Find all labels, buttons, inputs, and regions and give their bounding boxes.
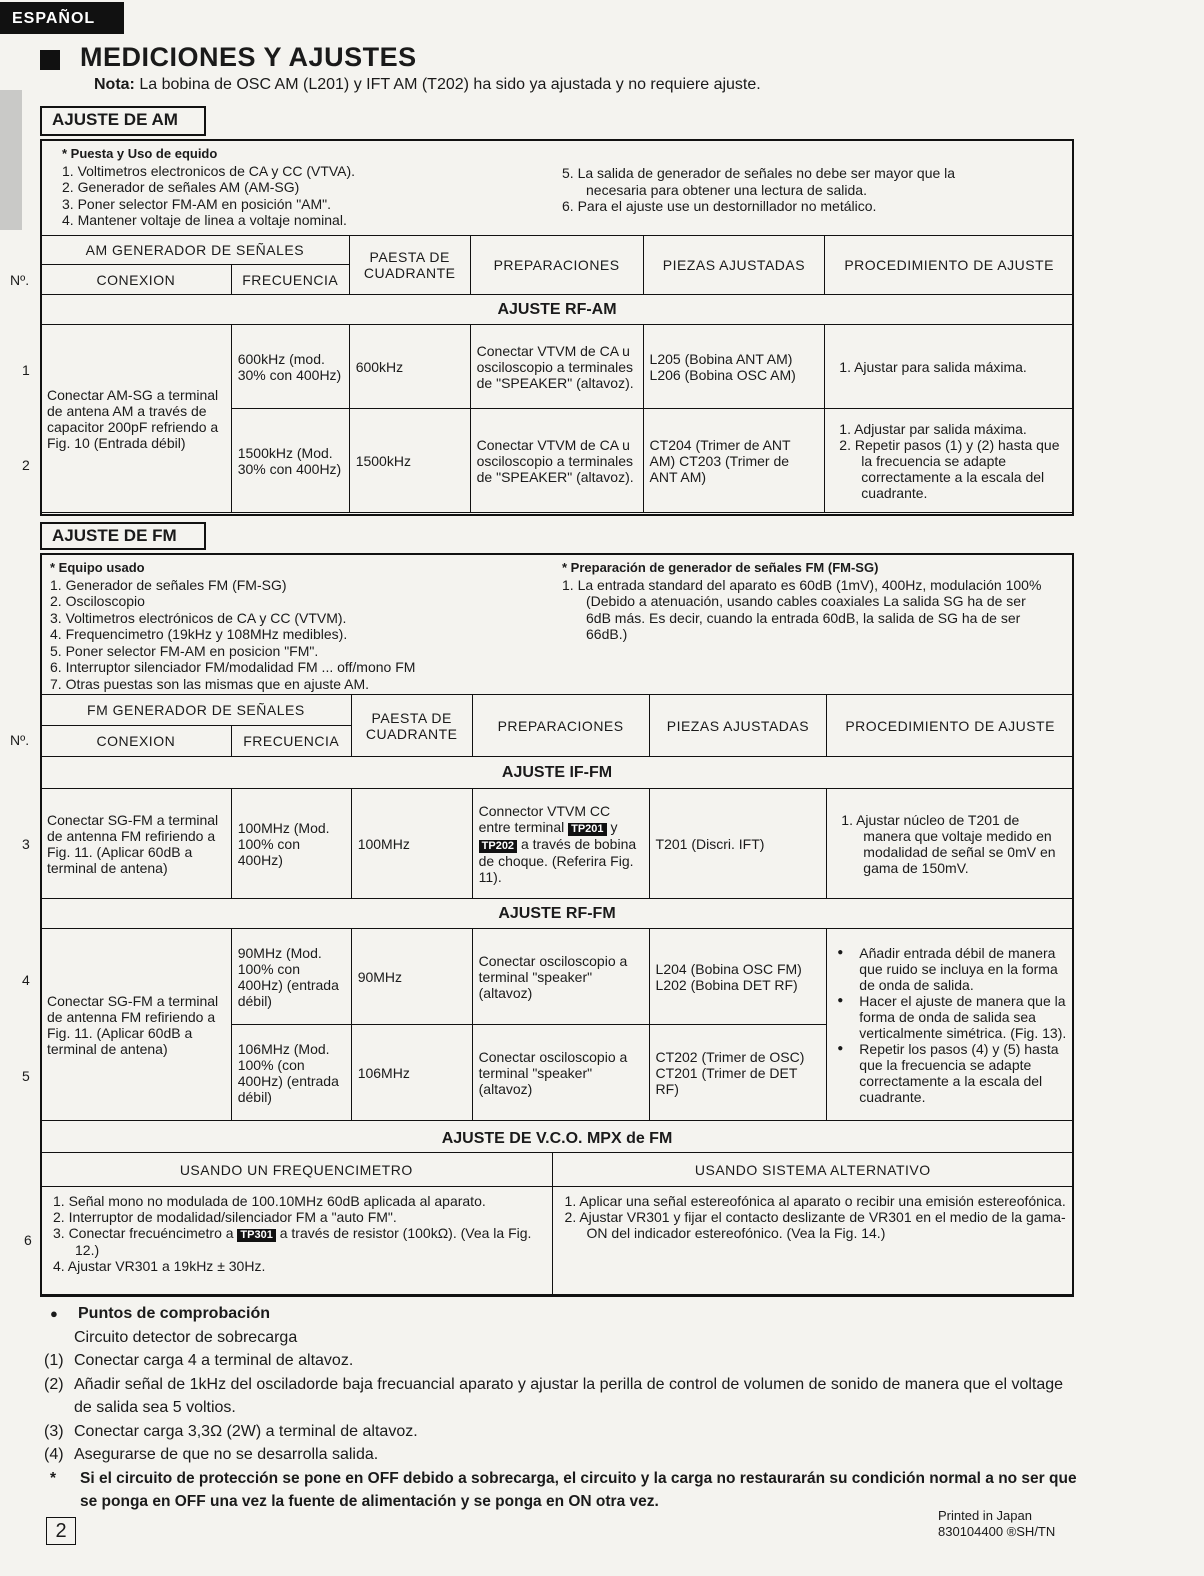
check-item-number: (1) (44, 1352, 64, 1369)
vco-left-step3-b: a través de resistor (100kΩ). (Vea la Fig. 12.) (75, 1225, 532, 1258)
fm-rf-parts-4: L204 (Bobina OSC FM) L202 (Bobina DET RF) (649, 929, 827, 1025)
vco-left-steps (41, 1187, 553, 1295)
am-equipment (62, 146, 542, 229)
am-proc-header: PROCEDIMIENTO DE AJUSTE (825, 236, 1074, 295)
am-freq-1: 600kHz (mod. 30% con 400Hz) (231, 325, 349, 409)
page-title: MEDICIONES Y AJUSTES (80, 42, 417, 72)
test-point-tp201: TP201 (568, 823, 606, 836)
fm-rf-prep-5: Conectar osciloscopio a terminal "speaker" (altavoz) (472, 1025, 649, 1121)
fm-equip-item: 5. Poner selector FM-AM en posicion "FM". (50, 642, 319, 659)
fm-prep-title: * Preparación de generador de señales FM (FM-SG) (562, 560, 879, 575)
check-item-text: Conectar carga 3,3Ω (2W) a terminal de altavoz. (74, 1422, 418, 1440)
am-parts-1: L205 (Bobina ANT AM) L206 (Bobina OSC AM) (643, 325, 825, 409)
fm-equip-title: * Equipo usado (50, 560, 145, 575)
am-parts-header: PIEZAS AJUSTADAS (643, 236, 825, 295)
fm-parts-header: PIEZAS AJUSTADAS (649, 695, 827, 757)
title-bullet (40, 50, 60, 70)
fm-gen-header: FM GENERADOR DE SEÑALES (41, 695, 352, 726)
check-item (44, 1443, 1084, 1467)
fm-row-no: 3 (22, 836, 30, 852)
fm-row-no: 4 (22, 972, 30, 988)
am-equip-item: 4. Mantener voltaje de linea a voltaje nominal. (62, 212, 347, 228)
am-prep-header: PREPARACIONES (470, 236, 643, 295)
am-equipment-right (562, 165, 1002, 215)
fm-proc-header: PROCEDIMIENTO DE AJUSTE (827, 695, 1074, 757)
am-proc-step: 1. Adjustar par salida máxima. (839, 420, 1027, 437)
fm-rf-parts-5: CT202 (Trimer de OSC) CT201 (Trimer de DET RF) (649, 1025, 827, 1121)
fm-prep-text: 1. La entrada standard del aparato es 60dB (1mV), 400Hz, modulación 100% (Debido a atenuación, usando cables coaxiales La salida SG ha de ser 6dB más. Es decir, cuando la entrada 60dB, la salida de SG ha de ser 66dB.) (562, 576, 1042, 642)
am-row-no: 2 (22, 457, 30, 473)
check-item (44, 1349, 1084, 1373)
am-equip-item: 5. La salida de generador de señales no debe ser mayor que la necesaria para obtener una lectura de salida. (562, 165, 956, 198)
fm-equip-item: 4. Frequencimetro (19kHz y 108MHz medibles). (50, 626, 348, 642)
fm-if-prep (472, 789, 649, 899)
printed-in: Printed in Japan (938, 1508, 1032, 1523)
page-number: 2 (46, 1517, 76, 1545)
check-title: Puntos de comprobación (78, 1305, 271, 1322)
fm-freq-header: FRECUENCIA (231, 726, 351, 757)
fm-rf-subtitle: AJUSTE RF-FM (41, 899, 1074, 929)
fm-if-proc-step: 1. Ajustar núcleo de T201 de manera que voltaje medido en modalidad de señal se 0mV en gama de 150mV. (841, 811, 1056, 876)
vco-row-no: 6 (24, 1232, 32, 1248)
fm-row-no: 5 (22, 1068, 30, 1084)
fm-equip-item: 1. Generador de señales FM (FM-SG) (50, 576, 287, 593)
am-proc-2 (825, 409, 1074, 513)
am-section-title: AJUSTE DE AM (40, 106, 206, 136)
vco-right-header: USANDO SISTEMA ALTERNATIVO (552, 1153, 1073, 1187)
fm-sg-prep (562, 560, 1042, 643)
fm-if-prep-b: a través de bobina de choque. (Referira Fig. 11). (478, 835, 637, 885)
vco-left-header: USANDO UN FREQUENCIMETRO (41, 1153, 553, 1187)
check-title-row (44, 1302, 1084, 1326)
am-proc-1 (825, 325, 1074, 409)
vco-left-step: 4. Ajustar VR301 a 19kHz ± 30Hz. (53, 1258, 266, 1274)
fm-rf-prep-4: Conectar osciloscopio a terminal "speaker" (altavoz) (472, 929, 649, 1025)
vco-left-step: 2. Interruptor de modalidad/silenciador FM a "auto FM". (53, 1209, 397, 1225)
check-points (44, 1302, 1084, 1514)
printed-info (938, 1508, 1055, 1540)
am-equip-item: 6. Para el ajuste use un destornillador no metálico. (562, 198, 877, 214)
check-bullet-icon: ● (50, 1306, 58, 1321)
am-dial-2: 1500kHz (349, 409, 470, 513)
fm-table (40, 694, 1074, 1121)
am-equip-title: * Puesta y Uso de equido (62, 146, 218, 161)
print-code: 830104400 ®SH/TN (938, 1524, 1056, 1539)
test-point-tp202: TP202 (479, 840, 517, 853)
am-connection: Conectar AM-SG a terminal de antena AM a través de capacitor 200pF refriendo a Fig. 10 (Entrada débil) (41, 325, 232, 513)
warning-mark: * (50, 1469, 57, 1487)
fm-if-prep-a: Connector VTVM CC entre terminal (478, 802, 611, 835)
am-dial-1: 600kHz (349, 325, 470, 409)
fm-rf-proc (827, 929, 1074, 1121)
language-tab: ESPAÑOL (0, 2, 124, 34)
am-gen-header: AM GENERADOR DE SEÑALES (41, 236, 350, 265)
am-equip-item: 2. Generador de señales AM (AM-SG) (62, 179, 300, 195)
check-item-number: (3) (44, 1422, 64, 1440)
am-proc-step: 2. Repetir pasos (1) y (2) hasta que la frecuencia se adapte correctamente a la escala del cuadrante. (839, 436, 1060, 501)
fm-if-subtitle: AJUSTE IF-FM (41, 757, 1074, 789)
fm-rf-dial-4: 90MHz (351, 929, 472, 1025)
fm-dial-header: PAESTA DE CUADRANTE (351, 695, 472, 757)
fm-rf-freq-5: 106MHz (Mod. 100% (con 400Hz) (entrada débil) (231, 1025, 351, 1121)
am-parts-2: CT204 (Trimer de ANT AM) CT203 (Trimer de ANT AM) (643, 409, 825, 513)
fm-rf-connection: Conectar SG-FM a terminal de antenna FM refiriendo a Fig. 11. (Aplicar 60dB a terminal de antena) (41, 929, 232, 1121)
note-label: Nota: (94, 76, 135, 93)
fm-equip-item: 2. Osciloscopio (50, 593, 145, 609)
check-item-text: Añadir señal de 1kHz del osciladorde baja frecuancial aparato y ajustar la perilla de control de volumen de sonido de manera que el voltage de salida sea 5 voltios. (74, 1375, 1064, 1416)
vco-table (40, 1152, 1074, 1295)
vco-right-step: 2. Ajustar VR301 y fijar el contacto deslizante de VR301 en el medio de la gama-ON del indicador estereofónico. (Vea la Fig. 14.) (564, 1209, 1066, 1241)
note (94, 76, 761, 94)
fm-no-label: Nº. (10, 732, 30, 748)
fm-rf-freq-4: 90MHz (Mod. 100% con 400Hz) (entrada débil) (231, 929, 351, 1025)
warning-text: Si el circuito de protección se pone en OFF debido a sobrecarga, el circuito y la carga no restaurarán su condición normal a no ser que se ponga en OFF una vez la fuente de alimentación y se ponga en ON otra vez. (80, 1469, 1077, 1510)
vco-right-step: 1. Aplicar una señal estereofónica al aparato o recibir una emisión estereofónica. (564, 1193, 1066, 1209)
fm-if-dial: 100MHz (351, 789, 472, 899)
fm-rf-proc-step: ● Repetir los pasos (4) y (5) hasta que la frecuencia se adapte correctamente a la escala del cuadrante. (837, 1041, 1067, 1105)
am-equip-item: 1. Voltimetros electronicos de CA y CC (VTVA). (62, 162, 356, 179)
vco-title: AJUSTE DE V.C.O. MPX de FM (441, 1130, 673, 1147)
fm-rf-proc-step: ● Añadir entrada débil de manera que ruido se incluya en la forma de onda de salida. (837, 945, 1067, 993)
check-item-number: (4) (44, 1446, 64, 1463)
fm-conn-header: CONEXION (41, 726, 232, 757)
vco-left-step (53, 1225, 546, 1258)
am-freq-header: FRECUENCIA (231, 265, 349, 295)
am-table (40, 235, 1074, 513)
fm-equip-item: 3. Voltimetros electrónicos de CA y CC (VTVM). (50, 609, 347, 626)
fm-prep-header: PREPARACIONES (472, 695, 649, 757)
test-point-tp301: TP301 (237, 1229, 275, 1242)
am-rf-subtitle: AJUSTE RF-AM (41, 295, 1074, 325)
fm-equip-item: 7. Otras puestas son las mismas que en ajuste AM. (50, 675, 370, 692)
fm-if-connection: Conectar SG-FM a terminal de antenna FM refiriendo a Fig. 11. (Aplicar 60dB a terminal de antena) (41, 789, 232, 899)
am-row-no: 1 (22, 362, 30, 378)
check-item (44, 1420, 1084, 1444)
fm-if-prep-y: y (610, 818, 618, 835)
am-no-label: Nº. (10, 272, 30, 288)
check-item (44, 1373, 1084, 1420)
check-item-text: Conectar carga 4 a terminal de altavoz. (74, 1352, 354, 1369)
check-item-text: Asegurarse de que no se desarrolla salida. (74, 1446, 379, 1463)
protection-warning (44, 1467, 1084, 1514)
vco-right-steps (552, 1187, 1073, 1295)
am-proc-step: 1. Ajustar para salida máxima. (839, 358, 1027, 375)
fm-if-parts: T201 (Discri. IFT) (649, 789, 827, 899)
fm-equip-item: 6. Interruptor silenciador FM/modalidad FM ... off/mono FM (50, 659, 416, 675)
fm-section-title: AJUSTE DE FM (40, 522, 206, 550)
am-prep-2: Conectar VTVM de CA u osciloscopio a terminales de "SPEAKER" (altavoz). (470, 409, 643, 513)
check-subtitle: Circuito detector de sobrecarga (74, 1328, 298, 1346)
vco-left-step: 1. Señal mono no modulada de 100.10MHz 60dB aplicada al aparato. (53, 1193, 486, 1209)
check-item-number: (2) (44, 1375, 64, 1393)
vco-left-step3-a: 3. Conectar frecuéncimetro a (53, 1225, 234, 1241)
am-freq-2: 1500kHz (Mod. 30% con 400Hz) (231, 409, 349, 513)
side-strip (0, 90, 22, 230)
am-dial-header: PAESTA DE CUADRANTE (349, 236, 470, 295)
am-prep-1: Conectar VTVM de CA u osciloscopio a terminales de "SPEAKER" (altavoz). (470, 325, 643, 409)
fm-rf-dial-5: 106MHz (351, 1025, 472, 1121)
am-equip-item: 3. Poner selector FM-AM en posición "AM". (62, 195, 332, 212)
am-conn-header: CONEXION (41, 265, 232, 295)
fm-if-proc (827, 789, 1074, 899)
fm-rf-proc-step: ● Hacer el ajuste de manera que la forma de onda de salida sea verticalmente simétrica. (Fig. 13). (837, 993, 1067, 1041)
fm-equipment (50, 560, 550, 692)
note-text: La bobina de OSC AM (L201) y IFT AM (T202) ha sido ya ajustada y no requiere ajuste. (139, 76, 761, 93)
fm-if-freq: 100MHz (Mod. 100% con 400Hz) (231, 789, 351, 899)
